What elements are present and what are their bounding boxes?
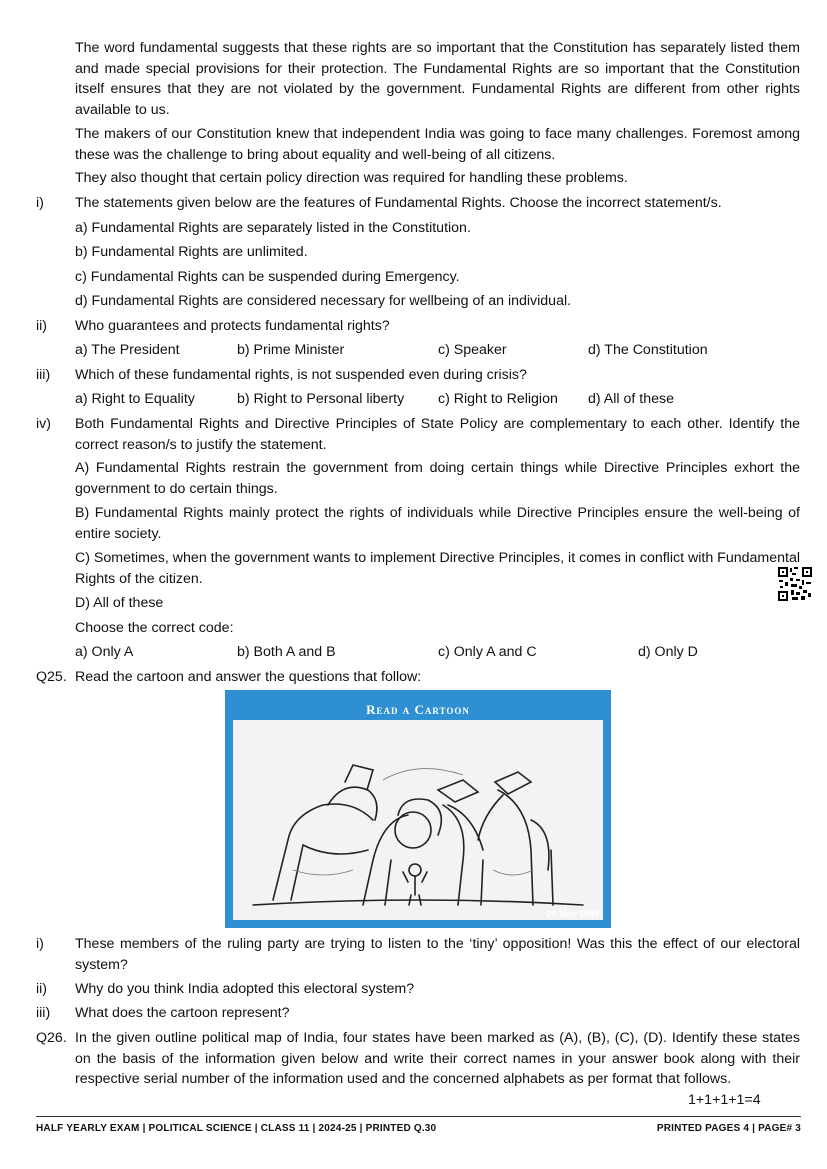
intro-paragraph-3: They also thought that certain policy direction was required for handling these problems. bbox=[75, 170, 628, 186]
question-number: iii) bbox=[36, 367, 51, 383]
option: c) Right to Religion bbox=[438, 391, 558, 407]
question-text: These members of the ruling party are trying to listen to the ‘tiny’ opposition! Was this the effect of our electoral system? bbox=[75, 936, 800, 973]
cartoon-date: 29 May 1949 bbox=[546, 908, 599, 919]
question-number: ii) bbox=[36, 318, 48, 334]
footer-left: HALF YEARLY EXAM | POLITICAL SCIENCE | CLASS 11 | 2024-25 | PRINTED Q.30 bbox=[36, 1123, 437, 1134]
cartoon-panel bbox=[233, 720, 603, 920]
question-label: Q25. bbox=[36, 669, 67, 685]
statement-b: B) Fundamental Rights mainly protect the rights of individuals while Directive Principles ensure the well-being of entire society. bbox=[75, 505, 800, 542]
option: d) Only D bbox=[638, 644, 698, 660]
footer-divider bbox=[36, 1116, 801, 1117]
question-number: i) bbox=[36, 195, 44, 211]
option: a) Fundamental Rights are separately listed in the Constitution. bbox=[75, 220, 471, 236]
option: b) Right to Personal liberty bbox=[237, 391, 405, 407]
option: b) Fundamental Rights are unlimited. bbox=[75, 244, 308, 260]
choose-code-prompt: Choose the correct code: bbox=[75, 620, 234, 636]
question-text: What does the cartoon represent? bbox=[75, 1005, 290, 1021]
option: d) Fundamental Rights are considered necessary for wellbeing of an individual. bbox=[75, 293, 572, 309]
question-text: The statements given below are the features of Fundamental Rights. Choose the incorrect statement/s. bbox=[75, 195, 722, 211]
question-number: iii) bbox=[36, 1005, 51, 1021]
option: d) All of these bbox=[588, 391, 674, 407]
question-text: Both Fundamental Rights and Directive Principles of State Policy are complementary to each other. Identify the correct reason/s to justify the statement. bbox=[75, 416, 800, 453]
question-text: Which of these fundamental rights, is not suspended even during crisis? bbox=[75, 367, 527, 383]
statement-d: D) All of these bbox=[75, 595, 164, 611]
option: c) Fundamental Rights can be suspended during Emergency. bbox=[75, 269, 460, 285]
option: c) Only A and C bbox=[438, 644, 537, 660]
question-text: Why do you think India adopted this electoral system? bbox=[75, 981, 415, 997]
footer-right: PRINTED PAGES 4 | PAGE# 3 bbox=[656, 1123, 801, 1134]
cartoon-image bbox=[225, 690, 611, 928]
intro-paragraph-2: The makers of our Constitution knew that independent India was going to face many challenges. Foremost among these was the challenge to bring about equality and well-being of all citizens. bbox=[75, 126, 800, 163]
question-label: Q26. bbox=[36, 1030, 67, 1046]
question-text: In the given outline political map of India, four states have been marked as (A), (B), (C), (D). Identify these states on the basis of the information given below and write their correct names in your answer book along with their respective serial number of the information used and the concerned alphabets as per format that follows. bbox=[75, 1030, 800, 1087]
option: a) Right to Equality bbox=[75, 391, 195, 407]
cartoon-drawing bbox=[233, 720, 603, 920]
option: b) Both A and B bbox=[237, 644, 336, 660]
option: c) Speaker bbox=[438, 342, 507, 358]
option: a) Only A bbox=[75, 644, 134, 660]
cartoon-title: Read a Cartoon bbox=[366, 702, 470, 717]
question-number: ii) bbox=[36, 981, 48, 997]
statement-c: C) Sometimes, when the government wants to implement Directive Principles, it comes in conflict with Fundamental Rights of the citizen. bbox=[75, 550, 800, 587]
question-number: iv) bbox=[36, 416, 51, 432]
marks: 1+1+1+1=4 bbox=[688, 1092, 761, 1108]
question-text: Who guarantees and protects fundamental rights? bbox=[75, 318, 390, 334]
qr-code-icon bbox=[777, 566, 813, 602]
statement-a: A) Fundamental Rights restrain the government from doing certain things while Directive Principles exhort the government to do certain things. bbox=[75, 460, 800, 497]
option: a) The President bbox=[75, 342, 180, 358]
intro-paragraph-1: The word fundamental suggests that these rights are so important that the Constitution has separately listed them and made special provisions for their protection. The Fundamental Rights are so important that the Constitution itself ensures that they are not violated by the government. Fundamental Rights are different from other rights available to us. bbox=[75, 40, 800, 118]
question-number: i) bbox=[36, 936, 44, 952]
option: d) The Constitution bbox=[588, 342, 708, 358]
question-text: Read the cartoon and answer the questions that follow: bbox=[75, 669, 422, 685]
option: b) Prime Minister bbox=[237, 342, 345, 358]
